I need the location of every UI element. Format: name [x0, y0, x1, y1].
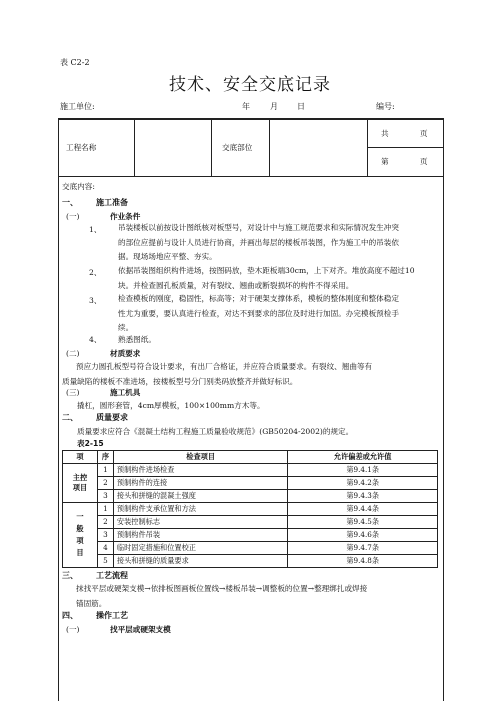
page-title: 技术、安全交底记录: [169, 75, 331, 95]
row-item: 预制构件进场检查: [113, 464, 287, 477]
section-4-title: 操作工艺: [96, 611, 128, 620]
table-row: [63, 555, 438, 568]
header-item: 项: [63, 451, 98, 464]
date-year-label: 年: [242, 102, 250, 111]
section-2-number: 二、: [62, 413, 78, 422]
header-check-item: 检查项目: [113, 451, 287, 464]
table-row: [63, 542, 438, 555]
item-1-text: 吊装楼板以前按设计图纸核对板型号，对设计中与施工规范要求和实际情况发生冲突 的部位应提前与设计人员进行协商，并画出每层的楼板吊装图，作为施工中的吊装依 据。现场场地应平整、夯实。: [118, 223, 399, 261]
table-row: [63, 464, 438, 477]
row-no: 4: [97, 542, 113, 555]
table-row: [63, 503, 438, 516]
group-general: 一 般 项 目: [63, 503, 98, 568]
info-divider-1: [134, 118, 135, 176]
header-tolerance: 允许偏差或允许值: [288, 451, 438, 464]
subsection-4-1-number: (一): [66, 625, 80, 634]
section-3-number: 三、: [62, 571, 78, 580]
frame-right: [443, 118, 444, 701]
section-2-title: 质量要求: [96, 413, 128, 422]
row-item: 安装控制标志: [113, 516, 287, 529]
info-row-bottom: [58, 176, 444, 177]
row-no: 5: [97, 555, 113, 568]
subsection-1-3-title: 施工机具: [110, 388, 141, 397]
item-2-number: 2、: [89, 268, 102, 277]
material-text: 预应力圆孔板型号符合设计要求，有出厂合格证，并应符合质量要求。有裂纹、翘曲等有 质量缺陷的楼板不准进场，按楼板型号分门别类码放整齐并做好标识。: [62, 362, 373, 386]
total-page-label: 页: [420, 129, 428, 138]
item-1-number: 1、: [89, 225, 102, 234]
process-flow-text: 抹找平层或硬架支模→依排板图画板位置线→楼板吊装→调整板的位置→整理绑扎或焊接 锚固筋。: [76, 584, 368, 608]
section-1-title: 施工准备: [96, 198, 128, 207]
project-name-label: 工程名称: [66, 143, 97, 152]
item-4-text: 熟悉图纸。: [118, 335, 156, 344]
subsection-1-2-number: (二): [66, 349, 80, 358]
item-2-text: 依据吊装图组织构件进场，按图码放，垫木距板端30cm，上下对齐。堆放高度不超过10 块。并检查圆孔板质量，对有裂纹、翘曲或断裂损坏的构件不得采用。: [118, 266, 415, 290]
page-count-divider: [367, 147, 443, 148]
row-value: 第9.4.6条: [288, 529, 438, 542]
date-month-label: 月: [270, 102, 278, 111]
table-row: [63, 529, 438, 542]
subsection-1-1-number: (一): [66, 212, 80, 221]
row-no: 2: [97, 516, 113, 529]
quality-table: [62, 450, 438, 568]
item-4-number: 4、: [89, 335, 102, 344]
section-3-title: 工艺流程: [96, 571, 128, 580]
section-1-number: 一、: [62, 198, 78, 207]
info-divider-2: [211, 118, 212, 176]
content-label: 交底内容:: [62, 182, 95, 191]
item-3-text: 检查模板的刚度，稳固性，标高等；对于硬架支撑体系，模板的整体刚度和整体稳定 性尤为重要，要认真进行检查，对达不到要求的部位及时进行加固。办完模板预检手 续。: [118, 294, 399, 332]
construction-unit-label: 施工单位:: [60, 102, 95, 111]
row-value: 第9.4.4条: [288, 503, 438, 516]
row-value: 第9.4.1条: [288, 464, 438, 477]
row-value: 第9.4.7条: [288, 542, 438, 555]
row-no: 2: [97, 477, 113, 490]
item-3-number: 3、: [89, 296, 102, 305]
section-4-number: 四、: [62, 611, 78, 620]
form-number: 表 C2-2: [60, 58, 90, 67]
table-row: [63, 477, 438, 490]
tools-text: 撬杠，圆形套管，4cm厚模板，100×100mm方木等。: [77, 401, 265, 410]
frame-left: [58, 118, 59, 701]
row-no: 1: [97, 503, 113, 516]
group-main-control: 主控 项目: [63, 464, 98, 503]
row-value: 第9.4.2条: [288, 477, 438, 490]
row-no: 3: [97, 529, 113, 542]
subsection-4-1-title: 找平层或硬架支模: [110, 625, 171, 634]
total-label: 共: [381, 129, 389, 138]
table-label: 表2-15: [77, 439, 104, 448]
handover-part-label: 交底部位: [222, 143, 253, 152]
row-no: 3: [97, 490, 113, 503]
info-divider-3: [269, 118, 270, 176]
row-value: 第9.4.5条: [288, 516, 438, 529]
header-seq: 序: [97, 451, 113, 464]
row-item: 接头和拼缝的混凝土强度: [113, 490, 287, 503]
row-item: 临时固定措施和位置校正: [113, 542, 287, 555]
frame-top: [58, 118, 444, 120]
row-item: 预制构件的连接: [113, 477, 287, 490]
row-value: 第9.4.8条: [288, 555, 438, 568]
page-no-label: 第: [381, 157, 389, 166]
row-item: 预制构件支承位置和方法: [113, 503, 287, 516]
row-value: 第9.4.3条: [288, 490, 438, 503]
subsection-1-1-title: 作业条件: [110, 212, 141, 221]
row-item: 接头和拼缝的质量要求: [113, 555, 287, 568]
serial-number-label: 编号:: [376, 102, 395, 111]
subsection-1-3-number: (三): [66, 388, 80, 397]
row-no: 1: [97, 464, 113, 477]
row-item: 预制构件吊装: [113, 529, 287, 542]
subsection-1-2-title: 材质要求: [110, 349, 141, 358]
table-header-row: [63, 451, 438, 464]
table-row: [63, 516, 438, 529]
date-day-label: 日: [297, 102, 305, 111]
quality-text: 质量要求应符合《混凝土结构工程施工质量验收规范》(GB50204-2002)的规定。: [77, 427, 354, 436]
table-row: [63, 490, 438, 503]
page-no-page-label: 页: [420, 157, 428, 166]
